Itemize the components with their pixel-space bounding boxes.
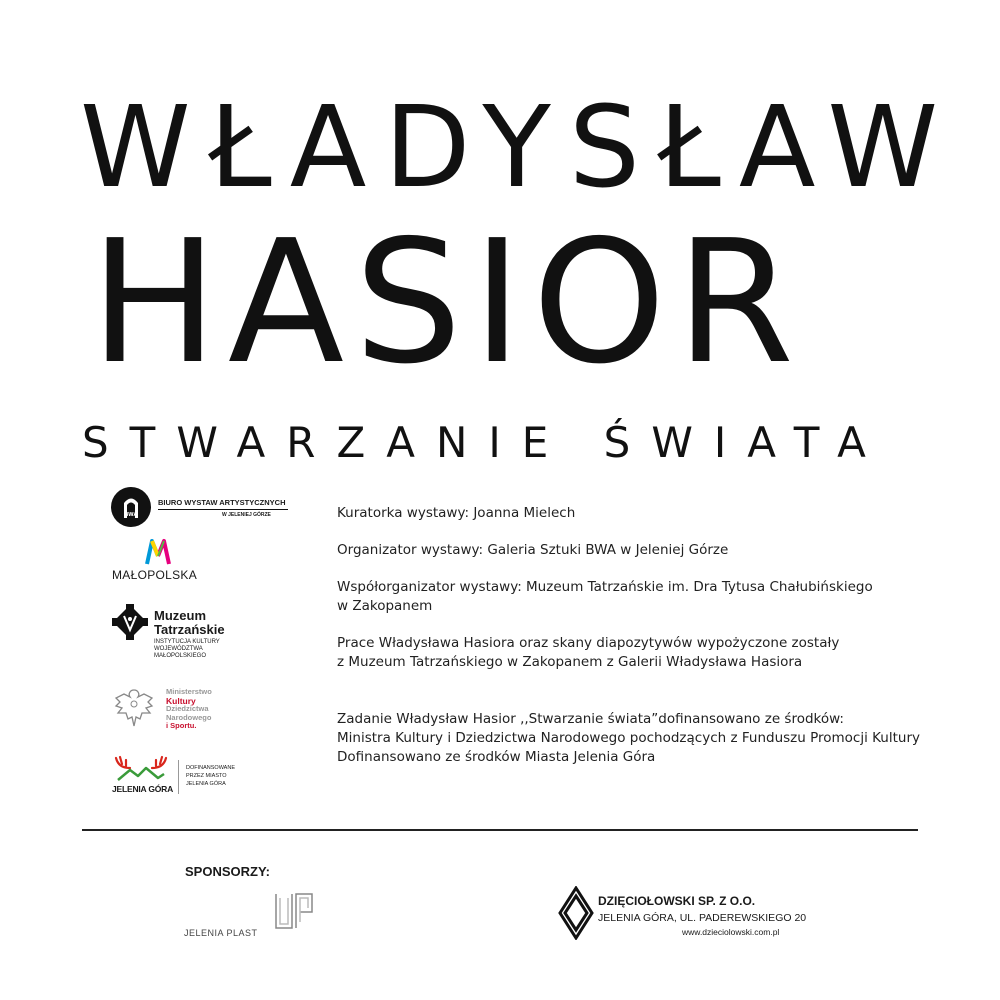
ministerstwo-line1: Ministerstwo (166, 687, 212, 696)
jp-monogram-icon (272, 890, 322, 940)
info-line: Ministra Kultury i Dziedzictwa Narodowego pochodzących z Funduszu Promocji Kultury (337, 730, 921, 746)
sponsors-label: SPONSORZY: (185, 864, 270, 879)
title-subtitle: STWARZANIE ŚWIATA (82, 418, 887, 467)
ministerstwo-text (166, 688, 212, 731)
info-loans (337, 634, 937, 672)
title-last-name: HASIOR (90, 204, 805, 402)
ministerstwo-line4: Narodowego (166, 712, 212, 722)
info-line: Organizator wystawy: Galeria Sztuki BWA w Jeleniej Górze (337, 542, 729, 558)
info-line: Prace Władysława Hasiora oraz skany diapozytywów wypożyczone zostały (337, 635, 840, 651)
jelenia-line3: JELENIA GÓRA (186, 781, 226, 787)
bwa-line1: BIURO WYSTAW ARTYSTYCZNYCH (158, 498, 286, 507)
dzieciolowski-address: JELENIA GÓRA, UL. PADEREWSKIEGO 20 (598, 912, 807, 924)
renault-diamond-icon (558, 886, 594, 940)
jelenia-plast-name: JELENIA PLAST (184, 928, 258, 938)
footer-divider (82, 829, 918, 831)
bwa-line2: W JELENIEJ GÓRZE (222, 512, 271, 518)
muzeum-line4: WOJEWÓDZTWA (154, 646, 203, 652)
jelenia-name: JELENIA GÓRA (112, 784, 174, 794)
bwa-divider (158, 509, 288, 510)
eagle-emblem-icon (112, 686, 156, 730)
jelenia-line2: PRZEZ MIASTO (186, 773, 227, 779)
logo-ministerstwo (112, 686, 232, 734)
malopolska-name: MAŁOPOLSKA (112, 568, 198, 582)
ministerstwo-line5: i Sportu. (166, 721, 197, 730)
muzeum-subtitle (154, 639, 220, 660)
logo-bwa (110, 486, 300, 526)
logo-dzieciolowski (558, 882, 807, 942)
logo-malopolska (112, 538, 207, 584)
info-line: Dofinansowano ze środków Miasta Jelenia Góra (337, 749, 656, 765)
info-line: z Muzeum Tatrzańskiego w Zakopanem z Galerii Władysława Hasiora (337, 654, 803, 670)
title-first-name: WŁADYSŁAW (80, 83, 957, 213)
muzeum-line2: Tatrzańskie (154, 622, 225, 637)
malopolska-m-icon (144, 538, 172, 566)
logo-jelenia-gora (112, 754, 252, 798)
bwa-badge-icon (110, 486, 152, 528)
jelenia-line1: DOFINANSOWANE (186, 765, 235, 771)
info-organizer (337, 541, 937, 560)
svg-text:BWA: BWA (124, 512, 138, 518)
dzieciolowski-web: www.dzieciolowski.com.pl (682, 927, 780, 937)
muzeum-line3: INSTYTUCJA KULTURY (154, 639, 220, 645)
ministerstwo-line3: Dziedzictwa (166, 704, 209, 713)
info-line: Współorganizator wystawy: Muzeum Tatrzańskie im. Dra Tytusa Chałubińskiego (337, 579, 873, 595)
info-funding (337, 710, 937, 767)
info-line: w Zakopanem (337, 598, 433, 614)
muzeum-line1: Muzeum (154, 608, 206, 623)
antlers-icon (112, 754, 170, 782)
logo-muzeum-tatrzanskie (112, 602, 242, 662)
logo-jelenia-plast (184, 890, 324, 940)
dzieciolowski-name: DZIĘCIOŁOWSKI SP. Z O.O. (598, 894, 756, 908)
muzeum-emblem-icon (112, 604, 148, 640)
ministerstwo-line2: Kultury (166, 695, 196, 706)
info-line: Zadanie Władysław Hasior ,,Stwarzanie świata”dofinansowano ze środków: (337, 711, 844, 727)
info-coorganizer (337, 578, 937, 616)
info-curator (337, 504, 937, 523)
muzeum-line5: MAŁOPOLSKIEGO (154, 653, 207, 659)
jelenia-text (186, 764, 235, 788)
jelenia-divider (178, 760, 179, 794)
info-line: Kuratorka wystawy: Joanna Mielech (337, 505, 576, 521)
